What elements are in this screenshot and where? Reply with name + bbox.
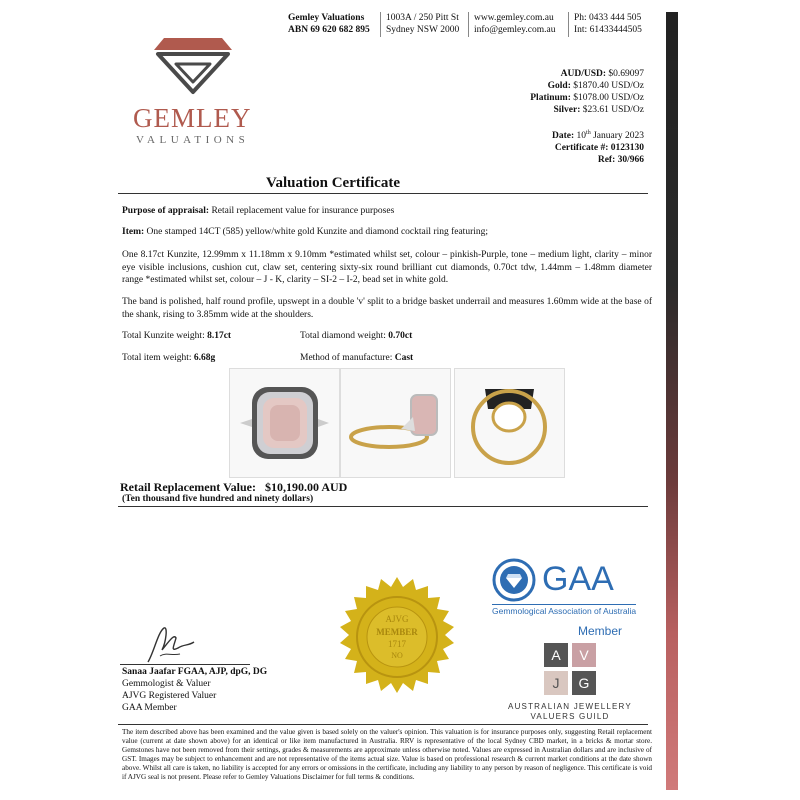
signatory-name: Sanaa Jaafar FGAA, AJP, dpG, DG xyxy=(122,667,268,677)
header-web xyxy=(474,12,555,36)
page-title: Valuation Certificate xyxy=(265,175,400,191)
cert-number: Certificate #: 0123130 xyxy=(554,143,644,154)
gaa-emblem-icon xyxy=(492,558,536,602)
retail-value: Retail Replacement Value: $10,190.00 AUD xyxy=(120,480,348,494)
ajvg-gold-seal-icon xyxy=(333,575,461,703)
svg-text:V: V xyxy=(579,647,589,663)
company-name: Gemley Valuations xyxy=(288,13,365,23)
gaa-full-name: Gemmological Association of Australia xyxy=(492,606,637,616)
certificate-meta xyxy=(552,127,644,166)
item-weight: Total item weight: 6.68g xyxy=(122,353,216,363)
diamond-weight: Total diamond weight: 0.70ct xyxy=(300,331,413,341)
logo-wordmark: GEMLEY xyxy=(133,103,252,133)
cert-date: Date: 10th January 2023 xyxy=(552,130,644,142)
header-company xyxy=(288,12,370,36)
signature-icon xyxy=(140,622,200,666)
disclaimer-rule xyxy=(118,724,648,725)
manufacture-method: Method of manufacture: Cast xyxy=(300,353,414,363)
rate-silver: Silver: $23.61 USD/Oz xyxy=(553,105,644,115)
address-line2: Sydney NSW 2000 xyxy=(386,25,460,35)
item-line: Item: One stamped 14CT (585) yellow/white gold Kunzite and diamond cocktail ring featuring; xyxy=(122,227,489,237)
ring-side-photo xyxy=(340,368,451,478)
header-phone xyxy=(574,12,642,36)
gaa-abbreviation: GAA xyxy=(542,560,614,598)
divider xyxy=(468,12,469,37)
email-link[interactable]: info@gemley.com.au xyxy=(474,25,556,35)
divider xyxy=(568,12,569,37)
seal-text-4: NO xyxy=(391,651,403,660)
logo-subtitle: VALUATIONS xyxy=(136,134,250,146)
cert-ref: Ref: 30/966 xyxy=(597,155,644,166)
signatory-role: AJVG Registered Valuer xyxy=(122,691,217,701)
gaa-member-label: Member xyxy=(578,624,623,638)
kunzite-weight: Total Kunzite weight: 8.17ct xyxy=(122,331,232,341)
seal-text-1: AJVG xyxy=(385,614,409,624)
description-paragraph: One 8.17ct Kunzite, 12.99mm x 11.18mm x 9.10mm *estimated whilst set, colour – pinkish-Purple, tone – medium light, clarity – minor eye visible inclusions, cushion cut, claw set, centering sixty-six round brilliant cut diamonds, 0.70ct tdw, 1.44mm – 1.48mm diameter range *estimated whilst set, colour – J - K, clarity – SI-2 – I-2, bead set in white gold. xyxy=(122,250,652,285)
band-paragraph: The band is polished, half round profile, upswept in a double 'v' split to a bridge basket underrail and measures 1.60mm wide at the base of the shank, rising to 3.85mm wide at the shoulders. xyxy=(122,297,652,320)
svg-text:J: J xyxy=(552,675,560,691)
ring-top-photo xyxy=(229,368,340,478)
company-abn: ABN 69 620 682 895 xyxy=(288,25,370,35)
header-address xyxy=(386,12,459,36)
phone-number: Ph: 0433 444 505 xyxy=(574,13,642,23)
signatory-block xyxy=(122,666,267,714)
rate-gold: Gold: $1870.40 USD/Oz xyxy=(547,81,644,91)
signatory-role: GAA Member xyxy=(122,703,177,713)
svg-text:A: A xyxy=(551,647,561,663)
seal-text-3: 1717 xyxy=(388,639,406,649)
address-line1: 1003A / 250 Pitt St xyxy=(386,13,459,23)
rate-platinum: Platinum: $1078.00 USD/Oz xyxy=(530,93,644,103)
signature-line xyxy=(120,664,250,665)
ajvg-logo-icon xyxy=(544,643,596,695)
svg-text:G: G xyxy=(578,675,590,691)
value-rule xyxy=(118,506,648,507)
rate-aud: AUD/USD: $0.69097 xyxy=(560,69,644,79)
intl-number: Int: 61433444505 xyxy=(574,25,642,35)
side-accent-bar xyxy=(666,12,678,790)
ring-underside-photo xyxy=(454,368,565,478)
website-link[interactable]: www.gemley.com.au xyxy=(474,13,554,23)
divider xyxy=(380,12,381,37)
signatory-role: Gemmologist & Valuer xyxy=(122,679,211,689)
ajvg-name: AUSTRALIAN JEWELLERY VALUERS GUILD xyxy=(508,702,632,721)
gemley-diamond-logo-icon xyxy=(152,36,234,96)
purpose-line: Purpose of appraisal: Retail replacement value for insurance purposes xyxy=(122,206,395,216)
value-in-words: (Ten thousand five hundred and ninety dollars) xyxy=(122,494,314,504)
seal-text-2: MEMBER xyxy=(376,627,418,637)
disclaimer-text: The item described above has been examined and the value given is based solely on the valuer's opinion. This valuation is for insurance purposes only, suggesting Retail replacement value (current at date shown above) for an identical or like item manufactured in Australia. RRV is representative of the local Sydney CBD market, in a bricks & mortar store. Gemstones have not been removed from their settings, grades & measurements are approximate unless otherwise noted. Values are expressed in Australian dollars and are inclusive of GST. Images may be subject to enhancement and are not representative of the items actual size. Value is based on professional research & current market conditions at the date shown above. Whilst all care is taken, no liability is accepted for any errors or omissions in the certificate, including any liability to any person by reason of negligence. This certificate is void if AJVG seal is not present. Please refer to Gemley Valuations Disclaimer for full terms & conditions. xyxy=(122,728,652,781)
title-rule xyxy=(118,193,648,194)
rates-block xyxy=(530,68,644,116)
